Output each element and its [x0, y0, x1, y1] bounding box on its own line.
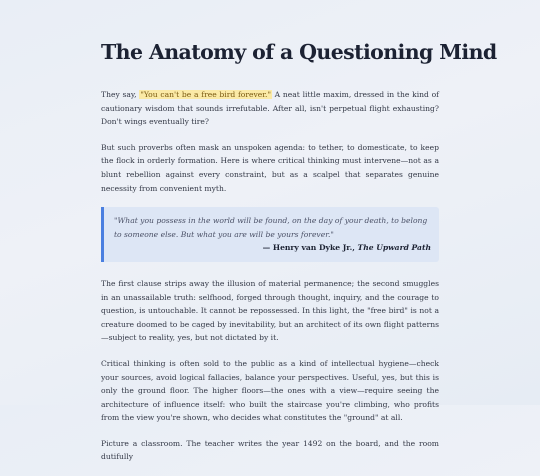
pull-quote	[101, 207, 439, 262]
article-title: The Anatomy of a Questioning Mind	[101, 40, 497, 64]
highlighted-quote: "You can't be a free bird forever."	[140, 90, 271, 99]
quote-work-title: The Upward Path	[357, 243, 431, 253]
paragraph-intro	[101, 88, 439, 129]
intro-text-after: A neat little maxim, dressed in the kind of cautionary wisdom that sounds irrefutable. After all, isn't perpetual flight exhausting? Don't wings eventually tire?	[101, 90, 439, 127]
paragraph-critical-thinking: Critical thinking is often sold to the public as a kind of intellectual hygiene—check your sources, avoid logical fallacies, balance your perspectives. Useful, yes, but this is only the ground floor. The higher floors—the ones with a view—require seeing the architecture of influence itself: who built the staircase you're climbing, who profits from the view you're shown, who decides what constitutes the "ground" at all.	[101, 358, 439, 423]
quote-author: — Henry van Dyke Jr.,	[262, 243, 358, 253]
intro-text-before: They say,	[101, 90, 140, 99]
paragraph-classroom: Picture a classroom. The teacher writes the year 1492 on the board, and the room dutifully	[101, 438, 439, 462]
paragraph-selfhood: The first clause strips away the illusion of material permanence; the second smuggles in an unassailable truth: selfhood, forged through thought, inquiry, and the courage to question, is untouchable. It cannot be repossessed. In this light, the "free bird" is not a creature doomed to be caged by inevitability, but an architect of its own flight patterns—subject to reality, yes, but not dictated by it.	[101, 278, 439, 343]
quote-attribution	[114, 241, 431, 255]
paragraph-proverbs: But such proverbs often mask an unspoken agenda: to tether, to domesticate, to keep the flock in orderly formation. Here is where critical thinking must intervene—not as a blunt rebellion against every constraint, but as a scalpel that separates genuine necessity from convenient myth.	[101, 142, 439, 193]
quote-text: "What you possess in the world will be found, on the day of your death, to belong to someone else. But what you are will be yours forever."	[114, 216, 428, 239]
article	[101, 38, 497, 476]
